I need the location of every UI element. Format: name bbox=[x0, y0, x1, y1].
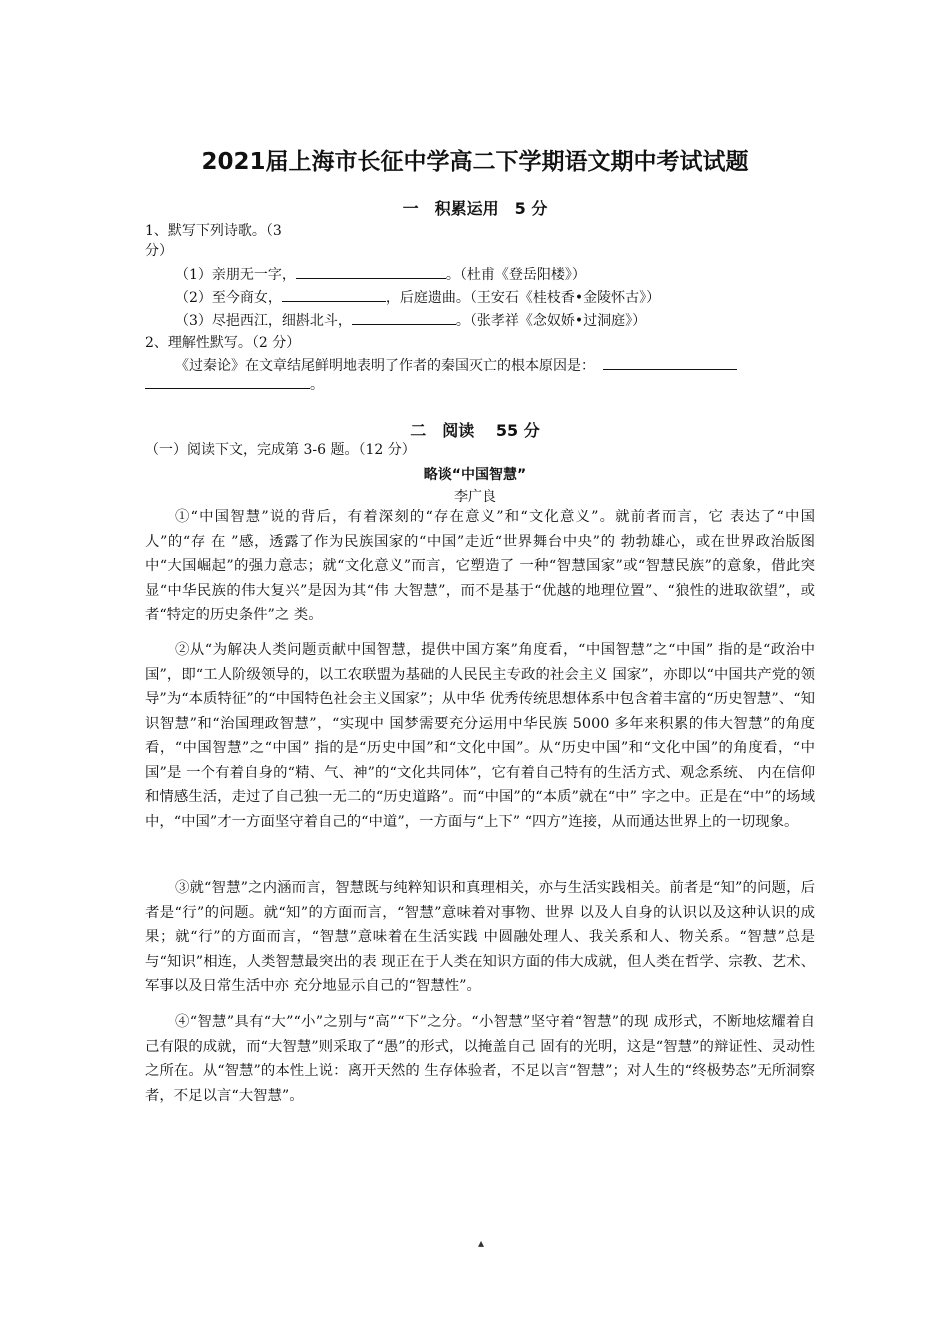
q2-text bbox=[175, 355, 737, 376]
q1-item-2-post: ，后庭遗曲。（王安石《桂枝香•金陵怀古》） bbox=[385, 290, 661, 306]
section2-subheading: （一）阅读下文，完成第 3-6 题。（12 分） bbox=[145, 442, 416, 458]
q1-item-3 bbox=[175, 310, 646, 331]
section2-heading: 二 阅读 55 分 bbox=[410, 421, 540, 440]
q1-label: 1、默写下列诗歌。（3 bbox=[145, 223, 282, 239]
page-mark: ▴ bbox=[478, 1236, 485, 1250]
article-paragraph-4 bbox=[145, 1010, 815, 1108]
q2-end: 。 bbox=[310, 377, 324, 393]
q1-item-3-post: 。（张孝祥《念奴娇•过洞庭》） bbox=[455, 313, 647, 329]
answer-blank[interactable] bbox=[352, 310, 456, 325]
paragraph-text: ①“中国智慧”说的背后，有着深刻的“存在意义”和“文化意义”。就前者而言，它 表达了“中国人”的“存 在 ”感，透露了作为民族国家的“中国”走近“世界舞台中央”的 勃勃雄心，或在世界政治版图中“大国崛起”的强力意志；就“文化意义”而言，它塑造了 一种“智慧国家”或“智慧民族”的意象，借此突显“中华民族的伟大复兴”是因为其“伟 大智慧”，而不是基于“优越的地理位置”、“狼性的进取欲望”，或者“特定的历史条件”之 类。 bbox=[145, 509, 815, 623]
answer-blank[interactable] bbox=[603, 355, 737, 370]
q1-item-1-pre: （1）亲朋无一字， bbox=[175, 267, 296, 283]
paragraph-text: ④“智慧”具有“大”“小”之别与“高”“下”之分。“小智慧”坚守着“智慧”的现 成形式，不断地炫耀着自己有限的成就，而“大智慧”则采取了“愚”的形式，以掩盖自己 固有的光明，这是“智慧”的辩证性、灵动性之所在。从“智慧”的本性上说：离开天然的 生存体验者，不足以言“智慧”；对人生的“终极势态”无所洞察者，不足以言“大智慧”。 bbox=[145, 1014, 815, 1104]
q1-item-2-pre: （2）至今商女， bbox=[175, 290, 282, 306]
q1-item-1 bbox=[175, 264, 586, 285]
exam-title: 2021届上海市长征中学高二下学期语文期中考试试题 bbox=[201, 149, 749, 175]
paragraph-text: ③就“智慧”之内涵而言，智慧既与纯粹知识和真理相关，亦与生活实践相关。前者是“知”的问题，后者是“行”的问题。就“知”的方面而言，“智慧”意味着对事物、世界 以及人自身的认识以及这种认识的成果；就“行”的方面而言，“智慧”意味着在生活实践 中圆融处理人、我关系和人、物关系。“智慧”总是与“知识”相连，人类智慧最突出的表 现正在于人类在知识方面的伟大成就，但人类在哲学、宗教、艺术、军事以及日常生活中亦 充分地显示自己的“智慧性”。 bbox=[145, 880, 815, 994]
article-paragraph-3 bbox=[145, 876, 815, 999]
answer-blank[interactable] bbox=[296, 264, 446, 279]
q2-prompt: 《过秦论》在文章结尾鲜明地表明了作者的秦国灭亡的根本原因是： bbox=[175, 358, 595, 374]
q1-item-2 bbox=[175, 287, 660, 308]
q1-item-1-post: 。（杜甫《登岳阳楼》） bbox=[445, 267, 586, 283]
q2-label: 2、理解性默写。（2 分） bbox=[145, 335, 301, 351]
q1-label-cont: 分） bbox=[145, 243, 173, 259]
answer-blank[interactable] bbox=[145, 374, 310, 389]
q2-line-2 bbox=[145, 374, 324, 395]
paragraph-text: ②从“为解决人类问题贡献中国智慧，提供中国方案”角度看，“中国智慧”之“中国” 指的是“政治中国”，即“工人阶级领导的，以工农联盟为基础的人民民主专政的社会主义 国家”，亦即以“中国共产党的领导”为“本质特征”的“中国特色社会主义国家”；从中华 优秀传统思想体系中包含着丰富的“历史智慧”、“知识智慧”和“治国理政智慧”，“实现中 国梦需要充分运用中华民族 5000 多年来积累的伟大智慧”的角度看，“中国智慧”之“中国” 指的是“历史中国”和“文化中国”。从“历史中国”和“文化中国”的角度看，“中国”是 一个有着自身的“精、气、神”的“文化共同体”，它有着自己特有的生活方式、观念系统、 内在信仰和情感生活，走过了自己独一无二的“历史道路”。而“中国”的“本质”就在“中” 字之中。正是在“中”的场域中，“中国”才一方面坚守着自己的“中道”，一方面与“上下” “四方”连接，从而通达世界上的一切现象。 bbox=[145, 642, 815, 830]
article-author: 李广良 bbox=[454, 489, 496, 505]
article-paragraph-2 bbox=[145, 638, 815, 834]
section1-heading: 一 积累运用 5 分 bbox=[402, 199, 548, 218]
answer-blank[interactable] bbox=[282, 287, 386, 302]
article-paragraph-1 bbox=[145, 505, 815, 628]
q1-item-3-pre: （3）尽挹西江，细斟北斗， bbox=[175, 313, 352, 329]
article-title: 略谈“中国智慧” bbox=[423, 467, 527, 483]
